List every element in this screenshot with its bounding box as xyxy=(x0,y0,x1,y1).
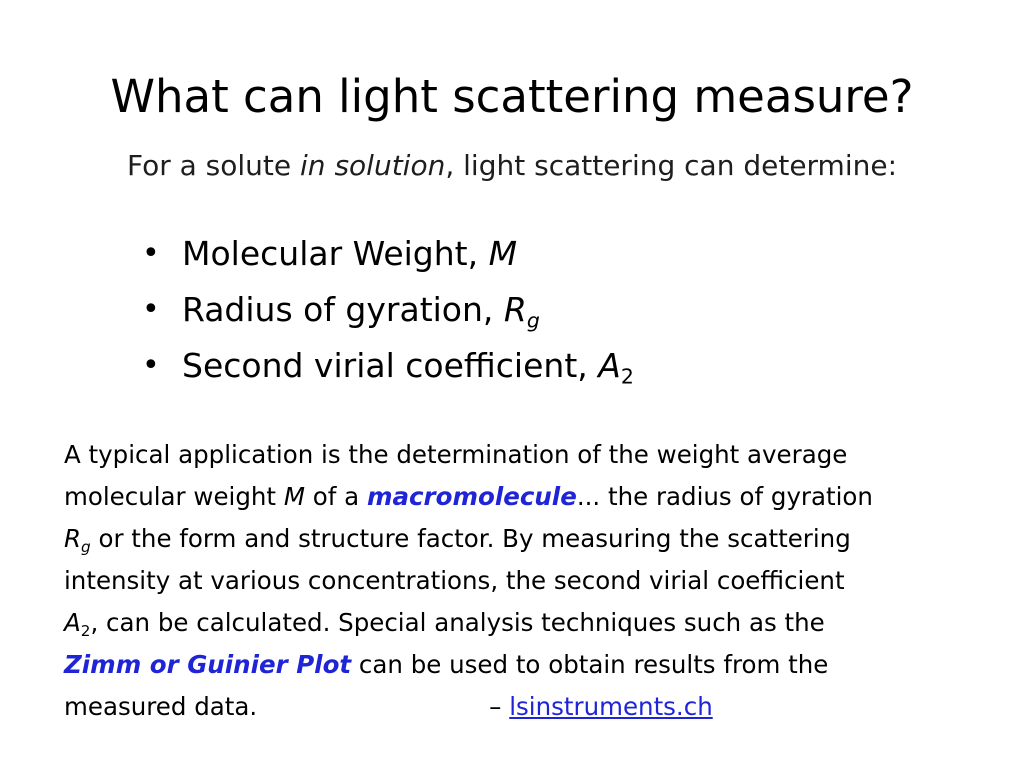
paragraph-text: or the form and structure factor. By measuring the scattering xyxy=(90,524,851,553)
paragraph-line xyxy=(64,518,984,560)
paragraph-subscript: 2 xyxy=(80,621,91,640)
subtitle-italic: in solution xyxy=(300,149,446,182)
paragraph-line xyxy=(64,476,984,518)
bullet-symbol: M xyxy=(488,234,518,273)
bullet-dot-icon: • xyxy=(142,236,160,271)
paragraph-text: of a xyxy=(304,482,367,511)
bullet-dot-icon: • xyxy=(142,292,160,327)
paragraph-text: measured data. xyxy=(64,692,258,721)
paragraph-line: A typical application is the determination of the weight average xyxy=(64,440,848,469)
paragraph-subscript: g xyxy=(81,537,91,556)
bullet-item-radius-of-gyration xyxy=(142,282,634,338)
paragraph-text: molecular weight xyxy=(64,482,284,511)
paragraph-text: ... the radius of gyration xyxy=(576,482,873,511)
description-paragraph xyxy=(64,434,984,728)
paragraph-text: can be used to obtain results from the xyxy=(351,650,829,679)
bullet-subscript: g xyxy=(526,308,540,333)
bullet-symbol: R xyxy=(503,290,527,329)
source-link[interactable]: lsinstruments.ch xyxy=(509,692,713,721)
bullet-text: Radius of gyration, xyxy=(182,290,504,329)
paragraph-symbol: R xyxy=(64,524,82,553)
paragraph-line xyxy=(64,644,984,686)
paragraph-line xyxy=(64,602,984,644)
source-dash: – xyxy=(489,692,510,721)
bullet-text: Second virial coefficient, xyxy=(182,346,599,385)
bullet-symbol: A xyxy=(598,346,621,385)
zimm-guinier-link[interactable]: Zimm or Guinier Plot xyxy=(64,650,352,679)
paragraph-symbol: A xyxy=(64,608,81,637)
paragraph-line xyxy=(64,686,984,728)
paragraph-text: , can be calculated. Special analysis techniques such as the xyxy=(90,608,825,637)
bullet-dot-icon: • xyxy=(142,348,160,383)
subtitle-pre: For a solute xyxy=(126,149,301,182)
bullet-subscript: 2 xyxy=(620,364,634,389)
paragraph-symbol: M xyxy=(283,482,305,511)
bullet-list xyxy=(142,226,634,394)
paragraph-line: intensity at various concentrations, the second virial coefficient xyxy=(64,566,845,595)
subtitle-post: , light scattering can determine: xyxy=(445,149,898,182)
slide-title: What can light scattering measure? xyxy=(110,70,914,123)
bullet-item-second-virial xyxy=(142,338,634,394)
macromolecule-link[interactable]: macromolecule xyxy=(366,482,577,511)
bullet-item-molecular-weight xyxy=(142,226,634,282)
bullet-text: Molecular Weight, xyxy=(182,234,489,273)
slide-subtitle xyxy=(0,146,1024,186)
